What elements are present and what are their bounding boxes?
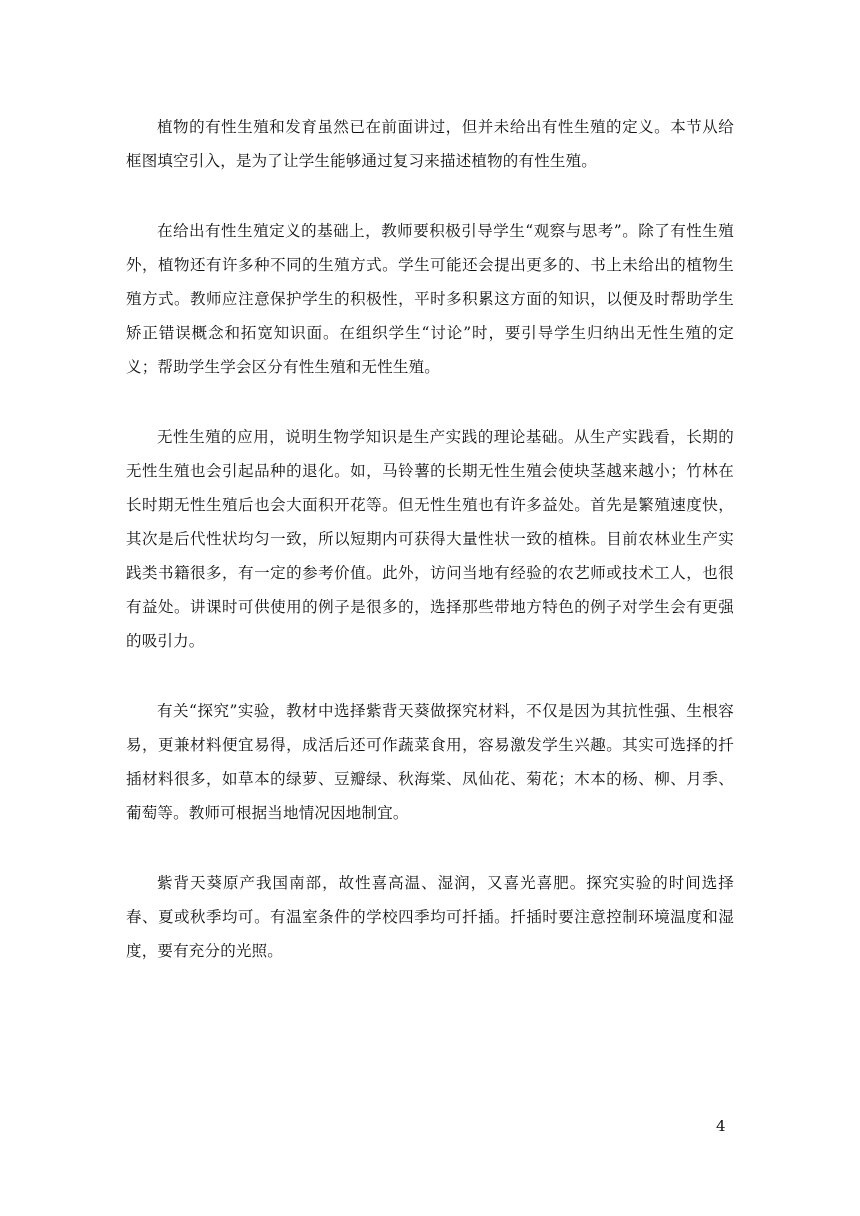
- paragraph: 无性生殖的应用，说明生物学知识是生产实践的理论基础。从生产实践看，长期的无性生殖也会引起品种的退化。如，马铃薯的长期无性生殖会使块茎越来越小；竹林在长时期无性生殖后也会大面积开花等。但无性生殖也有许多益处。首先是繁殖速度快，其次是后代性状均匀一致，所以短期内可获得大量性状一致的植株。目前农林业生产实践类书籍很多，有一定的参考价值。此外，访问当地有经验的农艺师或技术工人，也很有益处。讲课时可供使用的例子是很多的，选择那些带地方特色的例子对学生会有更强的吸引力。: [126, 428, 734, 650]
- page-number: 4: [716, 1117, 726, 1135]
- paragraph: 植物的有性生殖和发育虽然已在前面讲过，但并未给出有性生殖的定义。本节从给框图填空引入，是为了让学生能够通过复习来描述植物的有性生殖。: [126, 118, 734, 170]
- paragraph: 有关“探究”实验，教材中选择紫背天葵做探究材料，不仅是因为其抗性强、生根容易，更兼材料便宜易得，成活后还可作蔬菜食用，容易激发学生兴趣。其实可选择的扦插材料很多，如草本的绿萝、豆瓣绿、秋海棠、凤仙花、菊花；木本的杨、柳、月季、葡萄等。教师可根据当地情况因地制宜。: [126, 702, 734, 822]
- paragraph: 紫背天葵原产我国南部，故性喜高温、湿润，又喜光喜肥。探究实验的时间选择春、夏或秋季均可。有温室条件的学校四季均可扦插。扦插时要注意控制环境温度和湿度，要有充分的光照。: [126, 874, 734, 960]
- page-body: [126, 110, 734, 968]
- paragraph: 在给出有性生殖定义的基础上，教师要积极引导学生“观察与思考”。除了有性生殖外，植物还有许多种不同的生殖方式。学生可能还会提出更多的、书上未给出的植物生殖方式。教师应注意保护学生的积极性，平时多积累这方面的知识，以便及时帮助学生矫正错误概念和拓宽知识面。在组织学生“讨论”时，要引导学生归纳出无性生殖的定义；帮助学生学会区分有性生殖和无性生殖。: [126, 222, 734, 376]
